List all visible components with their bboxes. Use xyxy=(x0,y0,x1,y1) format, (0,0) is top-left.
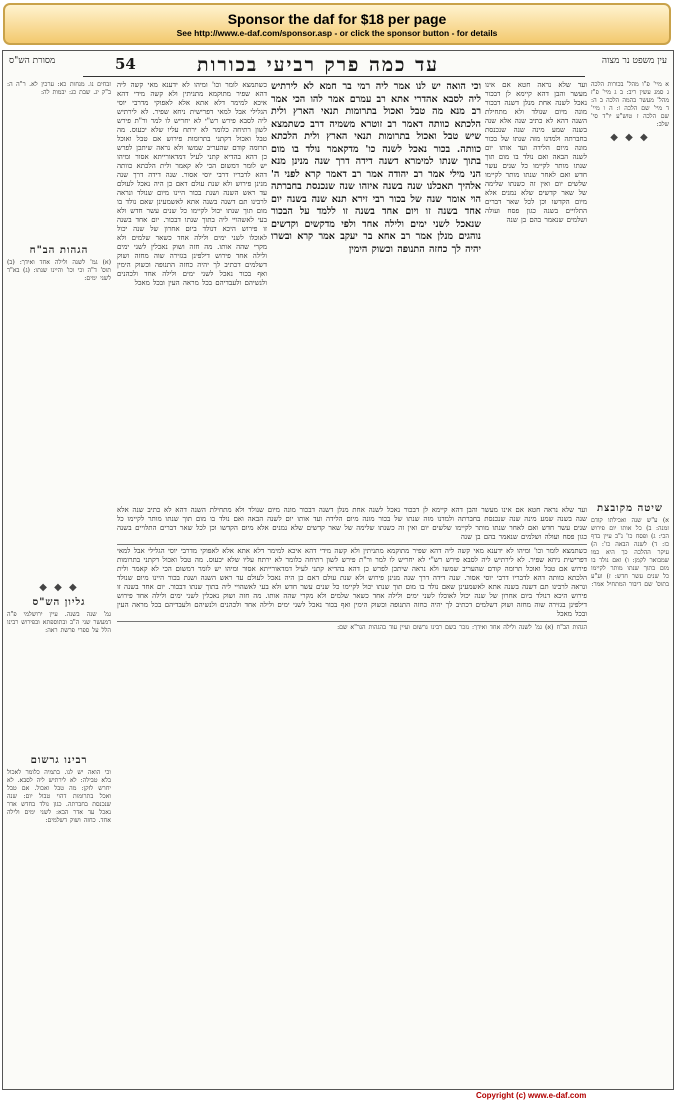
header-rule xyxy=(83,76,585,77)
ein-mishpat-text: א מיי' פ"ו מהל' בכורות הלכה ג סמג עשין ריב: ב ג מיי' פ"ז מהל' מעשר בהמה הלכה ב ה: ד מיי' שם הלכה ו: ה ו מיי' שם הלכה ז טוש"ע יו"ד סי' שלב: xyxy=(591,81,669,128)
rabbeinu-gershom-text: וכי הואה יש לנו. בתמיה כלומר לאכול בלא טבילה: לא לירתיש ליה לסבא. לא יחרש לזקן: מה טבל ואכול. אם טבל ואכל בתרומות דהוי טבול יום: שנה שנכנסת בחברתה. כגון נולד בחדש אדר נאכל עד אדר הבא: לשני ימים ולילה אחד. כחזה ושוק דשלמים: xyxy=(7,769,111,824)
gemara-text: וכי הואה יש לנו אמר ליה רמי בר חמא לא לירתיש ליה לסבא אהדרי אתא רב עמרם אמר להו הכי אמר רב מנא מה טבל ואכול בתרומות תנאי הארץ ולית הלכתא כוותה דאמר רב זוטרא משמיה דרב כשתמצא שיש טבל ואכול בתרומות תנאי הארץ ולית הלכתא כוותה. בכור נאכל לשנה כו' מדקאמר נולד בו מום בתוך שנתו למימרא דשנה דידה דרך שנה מנינן מנא הני מילי אמר רב יהודה אמר רב דאמר קרא לפני ה' אלהיך תאכלנו שנה בשנה איזהו שנה שנכנסת בחברתה הוי אומר שנה של בכור רבי זירא תנא שנה בשנה יום אחד בשנה זו ויום אחד בשנה זו ללמד על הבכור שנאכל לשני ימים ולילה אחד ולפי מדקשים וקדשים נוהגים מנלן אמר רב אחא בר יעקב אמר קרא ובשרו יהיה לך כחזה התנופה וכשוק הימין xyxy=(271,81,481,255)
margin-divider: ◆ ◆ ◆ xyxy=(610,132,650,143)
masoret-text: זבחים נו. מנחות כא: ערכין לא. ר"ה ה: ב"ק יג. שבת כג: יבמות לה: xyxy=(7,81,111,96)
hagahot-habach-heading: הגהות הב"ח xyxy=(29,245,89,256)
page-title: עד כמה פרק רביעי בכורות xyxy=(197,54,439,76)
sponsor-banner[interactable] xyxy=(3,3,671,45)
rashi-text: ועד שלא נראה חטא אם אינו מעשר והבן דהא קיימא לן דבכור נאכל לשנה אחת מנלן דשנה דבכור מונה מיום שנולד ולא מתחילת השנה דהא לא כתיב שנה אלא שנה בשנה שמע מינה שנה שנכנסת בחברתה ולמדנו מזה שנתו של בכור מונה מיום הלידה ועד אותו יום לשנה הבאה ואם נולד בו מום תוך שנתו מותר לקיימו כל שנים עשר חדש ואם לאחר שנתו מותר לקיימו שלשים יום ואין זה כשנתו שלימה של שאר קדשים שלא נמנים אלא מיום הקדשו וכן לכל שאר דברים התלויים בשנה כגון פסח ועולה ושלמים שנאמר בהם בן שנה xyxy=(485,81,587,224)
rabbeinu-gershom-heading: רבינו גרשום xyxy=(30,755,88,766)
hagahot-text: (א) גמ' לשנה ולילה אחד ואידך: (ב) תוס' ד"ה וכי וכו' והיינו שנתו: (ג) בא"ד לשני ימים: xyxy=(7,259,111,282)
right-margin-column xyxy=(591,81,669,1081)
bottom-notes-text: הגהות הב"ח (א) גמ' לשנה ולילה אחד ואידך: נזכר בשם רבינו גרשום ועיין עוד בהגהות הגר"א שם: xyxy=(337,624,587,631)
lower-commentary xyxy=(117,506,587,1066)
talmud-page xyxy=(2,50,674,1090)
sponsor-title[interactable]: Sponsor the daf for $18 per page xyxy=(227,11,447,27)
shita-mekubetzet-text: א) ע"ש שנה ואכילתו קודם זמנה: ב) כל אותו יום פירוש הכי: ג) ופסח כו' נ"ב עיין בדף כז: ד) לשנה הבאה כו': ה) עיקר ההלכה כך היא כמו שמבואר לקמן: ו) ואם נולד בו מום בתוך שנתו מותר לקיימו כל שנים עשר חדש: ז) וע"ע בתוס' שם דיבור המתחיל אמר: xyxy=(591,517,669,588)
commentary-separator xyxy=(117,621,587,622)
lower-commentary-rashi: ועד שלא נראה חטא אם אינו מעשר והבן דהא קיימא לן דבכור נאכל לשנה אחת מנלן דשנה דבכור מונה מיום שנולד ולא מתחילת השנה דהא לא כתיב שנה אלא שנה בשנה שמע מינה שנה שנכנסת בחברתה ולמדנו מזה שנתו של בכור מונה מיום הלידה ועד אותו יום לשנה הבאה ואם נולד בו מום תוך שנתו מותר לקיימו כל שנים עשר חדש ואם לאחר שנתו מותר לקיימו שלשים יום ואין זה כשנתו שלימה של שאר קדשים שלא נמנים אלא מיום הקדשו וכן לכל שאר דברים התלויים בשנה כגון פסח ועולה ושלמים שנאמר בהם בן שנה xyxy=(117,506,587,541)
page-number: 54 xyxy=(115,55,136,73)
shita-mekubetzet-heading: שיטה מקובצת xyxy=(597,503,663,514)
masoret-label: מסורת הש"ס xyxy=(9,56,56,66)
sponsor-subtitle[interactable]: See http://www.e-daf.com/sponsor.asp - or click the sponsor button - for details xyxy=(176,28,498,38)
gemara-column xyxy=(271,81,481,461)
gilyon-hashas-heading: גליון הש"ס xyxy=(32,597,86,608)
tosafot-text: כשתמצא לומר וכו' ומיהו לא ידענא מאי קשה ליה דהא שפיר מתוקמא מתניתין ולא קשה מידי דהא איכא למימר דלא אתא אלא לאפוקי מדרבי יוסי הגלילי אבל למאי דפרישית ניחא שפיר. לא לירתיש ליה לסבא פירש רש"י לא יחריש לו למר ור"ת פירש לשון רתיחה כלומר לא ירתח עליו שלא יכעוס. מה טבל ואכול דקתני בתרומות פירוש אם טבל ואוכל תרומה קודם שהעריב שמשו ולא נראה שיתכן לפרש כן דהא בהדיא קתני לעיל דמדאורייתא אסור ומיהו יש לומר דמשום הכי לא קאמר ולית הלכתא כוותה דהא לדבריו דרבי יוסי אסור. שנה דידה דרך שנה מנינן פירוש ולא שנת עולם דאם כן היה נאכל לעולם עד ראש השנה ושנת בכור היינו מיום שנולד ונראה לרבינו תם דשנה בשנה אתא לאשמעינן שאם נולד בו מום תוך שנתו יכול לקיימו כל שנים עשר חדש ולא בעי לאשהויי ליה בתוך שנתו דבכור. יום אחד בשנה זו פירוש היכא דנולד ביום אחרון של שנה יכול לאוכלו לשני ימים ולילה אחד כשאר שלמים ולא מקרי שהה אותו. מה חזה ושוק נאכלין לשני ימים ולילה אחד פירוש דילפינן בגזירה שוה מחזה ושוק דשלמים דכתיב לך יהיה כחזה התנופה וכשוק הימין ואף בכור נאכל לשני ימים ולילה אחד ולכהנים ולנשיהם ולעבדיהם בכל מראה העין ובכל מאכל xyxy=(117,81,267,287)
margin-divider: ◆ ◆ ◆ xyxy=(39,582,79,593)
left-margin-column xyxy=(7,81,111,1081)
copyright-footer[interactable]: Copyright (c) www.e-daf.com xyxy=(476,1091,587,1100)
rashi-column xyxy=(485,81,587,501)
ein-mishpat-label: עין משפט נר מצוה xyxy=(601,56,667,66)
lower-commentary-tosafot: כשתמצא לומר וכו' ומיהו לא ידענא מאי קשה ליה דהא שפיר מתוקמא מתניתין ולא קשה מידי דהא איכא למימר דלא אתא אלא לאפוקי מדרבי יוסי הגלילי אבל למאי דפרישית ניחא שפיר. לא לירתיש ליה לסבא פירש רש"י לא יחריש לו למר ור"ת פירש לשון רתיחה כלומר לא ירתח עליו שלא יכעוס. מה טבל ואכול דקתני בתרומות פירוש אם טבל ואוכל תרומה קודם שהעריב שמשו ולא נראה שיתכן לפרש כן דהא בהדיא קתני לעיל דמדאורייתא אסור ומיהו יש לומר דמשום הכי לא קאמר ולית הלכתא כוותה דהא לדבריו דרבי יוסי אסור. שנה דידה דרך שנה מנינן פירוש ולא שנת עולם דאם כן היה נאכל לעולם עד ראש השנה ושנת בכור היינו מיום שנולד ונראה לרבינו תם דשנה בשנה אתא לאשמעינן שאם נולד בו מום תוך שנתו יכול לקיימו כל שנים עשר חדש ולא בעי לאשהויי ליה בתוך שנתו דבכור. יום אחד בשנה זו פירוש היכא דנולד ביום אחרון של שנה יכול לאוכלו לשני ימים ולילה אחד כשאר שלמים ולא מקרי שהה אותו. מה חזה ושוק נאכלין לשני ימים ולילה אחד פירוש דילפינן בגזירה שוה מחזה ושוק דשלמים דכתיב לך יהיה כחזה התנופה וכשוק הימין ואף בכור נאכל לשני ימים ולילה אחד ולכהנים ולנשיהם ולעבדיהם בכל מראה העין ובכל מאכל xyxy=(117,547,587,618)
gilyon-text: גמ' שנה בשנה. עיין ירושלמי פ"ה דמעשר שני ה"ב ובתוספתא ובפירוש רבינו הלל על ספרי פרשת ראה: xyxy=(7,611,111,634)
commentary-separator xyxy=(117,544,587,545)
tosafot-upper-column xyxy=(117,81,267,501)
page-header xyxy=(3,51,673,77)
